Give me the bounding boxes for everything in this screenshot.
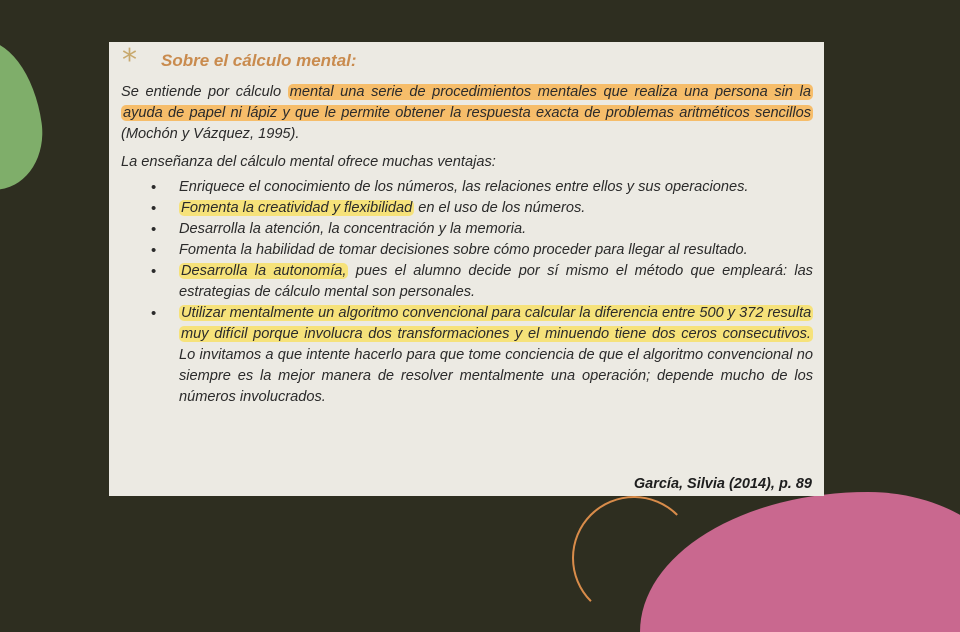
definition-paragraph bbox=[121, 82, 813, 145]
page-title: Sobre el cálculo mental: bbox=[161, 51, 357, 70]
list-item bbox=[121, 198, 813, 219]
orange-decorative-arc bbox=[572, 496, 696, 620]
bullet-icon: • bbox=[151, 179, 157, 196]
document-card bbox=[109, 42, 824, 496]
list-item-text: Enriquece el conocimiento de los números, las relaciones entre ellos y sus operaciones. bbox=[179, 179, 749, 195]
definition-highlight: mental una serie de procedimientos mentales que realiza una persona sin la ayuda de papel ni lápiz y que le permite obtener la respuesta exacta de problemas aritméticos sencillos bbox=[123, 84, 811, 121]
list-item bbox=[121, 261, 813, 303]
bullet-icon: • bbox=[151, 242, 157, 259]
green-decorative-shape bbox=[0, 34, 50, 196]
intro-paragraph: La enseñanza del cálculo mental ofrece muchas ventajas: bbox=[121, 154, 496, 170]
definition-suffix: (Mochón y Vázquez, 1995). bbox=[121, 126, 300, 142]
list-item bbox=[121, 177, 813, 198]
list-item-text: Lo invitamos a que intente hacerlo para que tome conciencia de que el algoritmo convencional no siempre es la mejor manera de resolver mentalmente una operación; depende mucho de los números involucrados. bbox=[179, 347, 813, 405]
list-item-highlight: Fomenta la creatividad y flexibilidad bbox=[181, 200, 413, 216]
bullet-icon: • bbox=[151, 263, 157, 280]
list-item-text: Fomenta la habilidad de tomar decisiones sobre cómo proceder para llegar al resultado. bbox=[179, 242, 748, 258]
list-item bbox=[121, 303, 813, 408]
list-item-text: Desarrolla la atención, la concentración y la memoria. bbox=[179, 221, 527, 237]
advantages-list bbox=[121, 177, 813, 408]
bullet-icon: • bbox=[151, 305, 157, 322]
document-body bbox=[121, 82, 813, 408]
definition-prefix: Se entiende por cálculo bbox=[121, 84, 288, 100]
list-item-text: en el uso de los números. bbox=[414, 200, 586, 216]
list-item-highlight: Utilizar mentalmente un algoritmo convencional para calcular la diferencia entre 500 y 372 resulta muy difícil porque involucra dos transformaciones y el minuendo tiene dos ceros consecutivos. bbox=[181, 305, 812, 342]
asterisk-icon: * bbox=[122, 43, 137, 78]
bullet-icon: • bbox=[151, 221, 157, 238]
bullet-icon: • bbox=[151, 200, 157, 217]
list-item-text: pues el alumno decide por sí mismo el método que empleará: las estrategias de cálculo mental son personales. bbox=[179, 263, 813, 300]
citation: García, Silvia (2014), p. 89 bbox=[633, 476, 812, 492]
list-item-highlight: Desarrolla la autonomía, bbox=[181, 263, 347, 279]
list-item bbox=[121, 219, 813, 240]
list-item bbox=[121, 240, 813, 261]
